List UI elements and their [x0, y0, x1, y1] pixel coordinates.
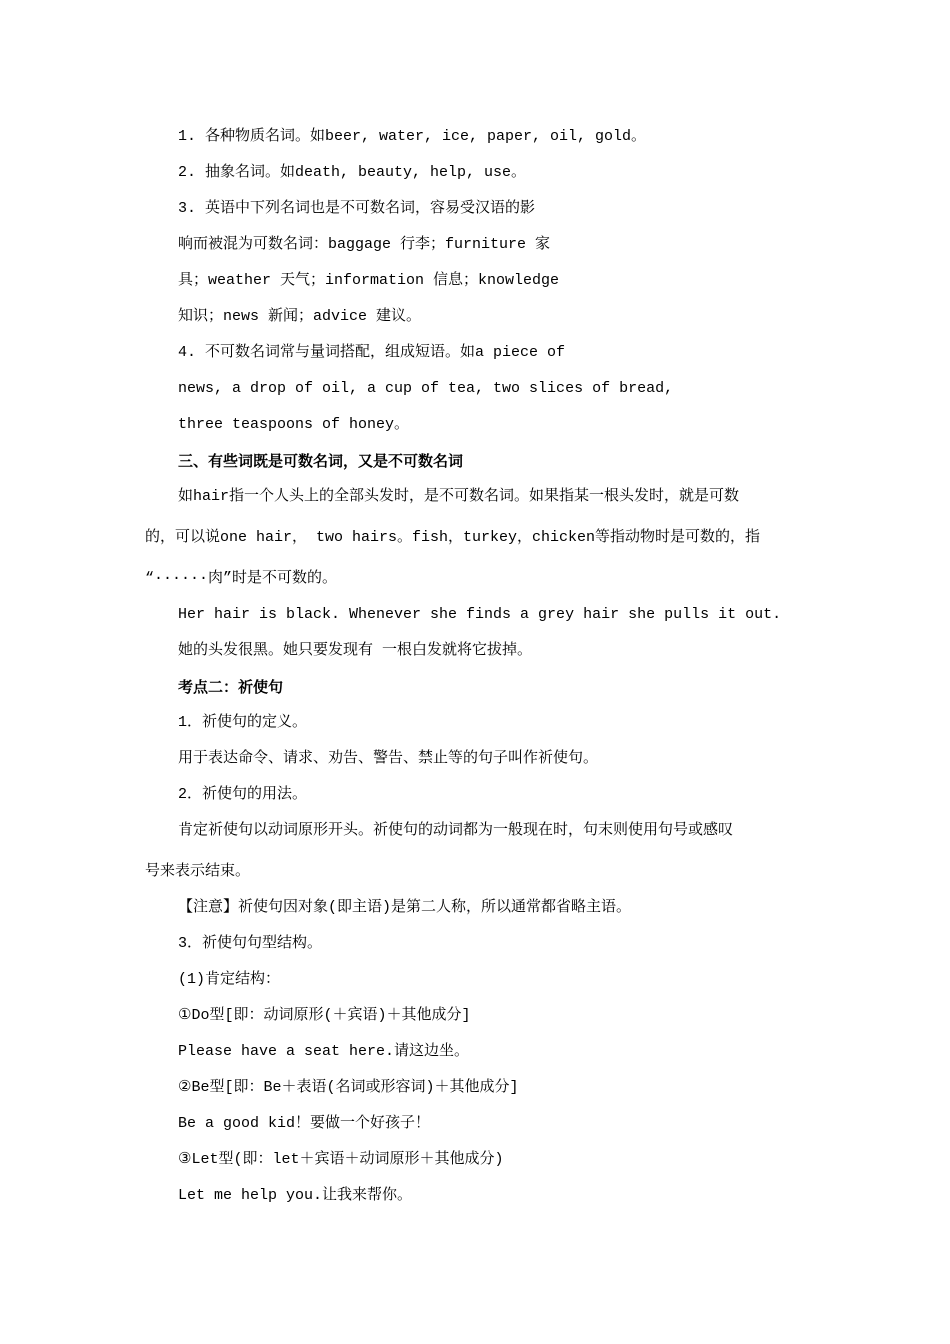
section-heading: 三、有些词既是可数名词，又是不可数名词: [178, 452, 464, 470]
text-line: three teaspoons of honey。: [178, 416, 410, 433]
text-line: (1)肯定结构：: [178, 971, 281, 988]
text-line: 如hair指一个人头上的全部头发时，是不可数名词。如果指某一根头发时，就是可数: [178, 488, 740, 505]
text-line: ②Be型[即：Be＋表语(名词或形容词)＋其他成分]: [178, 1079, 519, 1096]
text-line: ①Do型[即：动词原形(＋宾语)＋其他成分]: [178, 1007, 471, 1024]
text-line: “······肉”时是不可数的。: [145, 570, 338, 587]
text-line: Her hair is black. Whenever she finds a grey hair she pulls it out.: [178, 606, 782, 623]
text-line: 响而被混为可数名词：baggage 行李；furniture 家: [178, 236, 551, 253]
text-line: 用于表达命令、请求、劝告、警告、禁止等的句子叫作祈使句。: [178, 750, 599, 767]
text-line: 2．祈使句的用法。: [178, 786, 308, 803]
text-line: ③Let型(即：let＋宾语＋动词原形＋其他成分): [178, 1151, 504, 1168]
text-line: news, a drop of oil, a cup of tea, two slices of bread,: [178, 380, 674, 397]
text-line: 3. 英语中下列名词也是不可数名词，容易受汉语的影: [178, 200, 536, 217]
section-heading: 考点二：祈使句: [178, 678, 284, 696]
text-line: 的，可以说one hair， two hairs。fish，turkey，chicken等指动物时是可数的，指: [145, 529, 761, 546]
text-line: 1．祈使句的定义。: [178, 714, 308, 731]
text-line: 3．祈使句句型结构。: [178, 935, 323, 952]
note-line: 【注意】祈使句因对象(即主语)是第二人称，所以通常都省略主语。: [178, 899, 632, 916]
text-line: Be a good kid！要做一个好孩子！: [178, 1115, 431, 1132]
text-line: 号来表示结束。: [145, 863, 251, 880]
text-line: 2. 抽象名词。如death, beauty, help, use。: [178, 164, 527, 181]
text-line: 肯定祈使句以动词原形开头。祈使句的动词都为一般现在时，句末则使用句号或感叹: [178, 822, 734, 839]
text-line: 知识；news 新闻；advice 建议。: [178, 308, 422, 325]
text-line: 4. 不可数名词常与量词搭配，组成短语。如a piece of: [178, 344, 566, 361]
text-line: Let me help you.让我来帮你。: [178, 1187, 413, 1204]
text-line: 她的头发很黑。她只要发现有 一根白发就将它拔掉。: [178, 642, 533, 659]
text-line: Please have a seat here.请这边坐。: [178, 1043, 470, 1060]
text-line: 1. 各种物质名词。如beer, water, ice, paper, oil, gold。: [178, 128, 647, 145]
text-line: 具；weather 天气；information 信息；knowledge: [178, 272, 560, 289]
